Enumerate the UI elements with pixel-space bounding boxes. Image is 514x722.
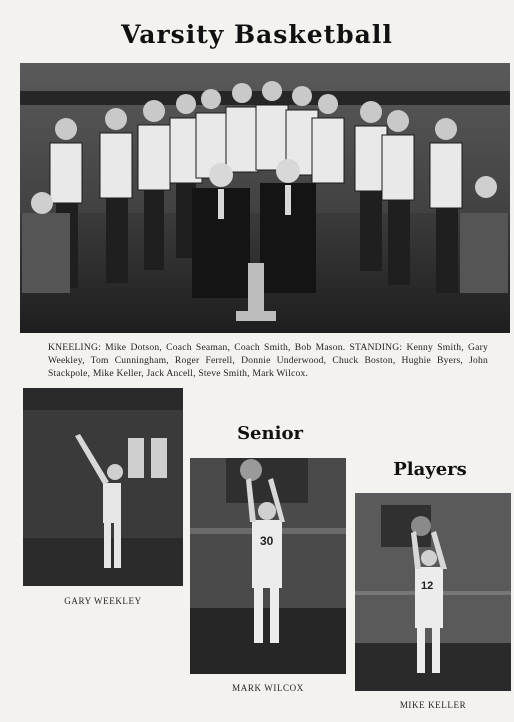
page-title: Varsity Basketball [121,20,393,49]
player-name-weekley: GARY WEEKLEY [64,596,142,606]
player-name-wilcox: MARK WILCOX [232,683,304,693]
jersey-number-30: 30 [260,534,274,548]
player-photo-image [190,458,346,674]
player-photo-image [355,493,511,691]
player-photo-weekley [23,388,183,586]
player-photo-wilcox [190,458,346,674]
player-photo-image [23,388,183,586]
player-photo-keller [355,493,511,691]
team-photo-image [20,63,510,333]
team-photo [20,63,510,333]
player-name-keller: MIKE KELLER [399,700,467,710]
jersey-number-12: 12 [421,580,434,592]
team-caption: KNEELING: Mike Dotson, Coach Seaman, Coach Smith, Bob Mason. STANDING: Kenny Smith, Gary Weekley, Tom Cunningham, Roger Ferrell, Donnie Underwood, Chuck Boston, Hughie Byers, John Stackpole, Mike Keller, Jack Ancell, Steve Smith, Mark Wilcox. [48,342,488,380]
section-word-players: Players [393,459,467,480]
section-word-senior: Senior [237,423,303,444]
